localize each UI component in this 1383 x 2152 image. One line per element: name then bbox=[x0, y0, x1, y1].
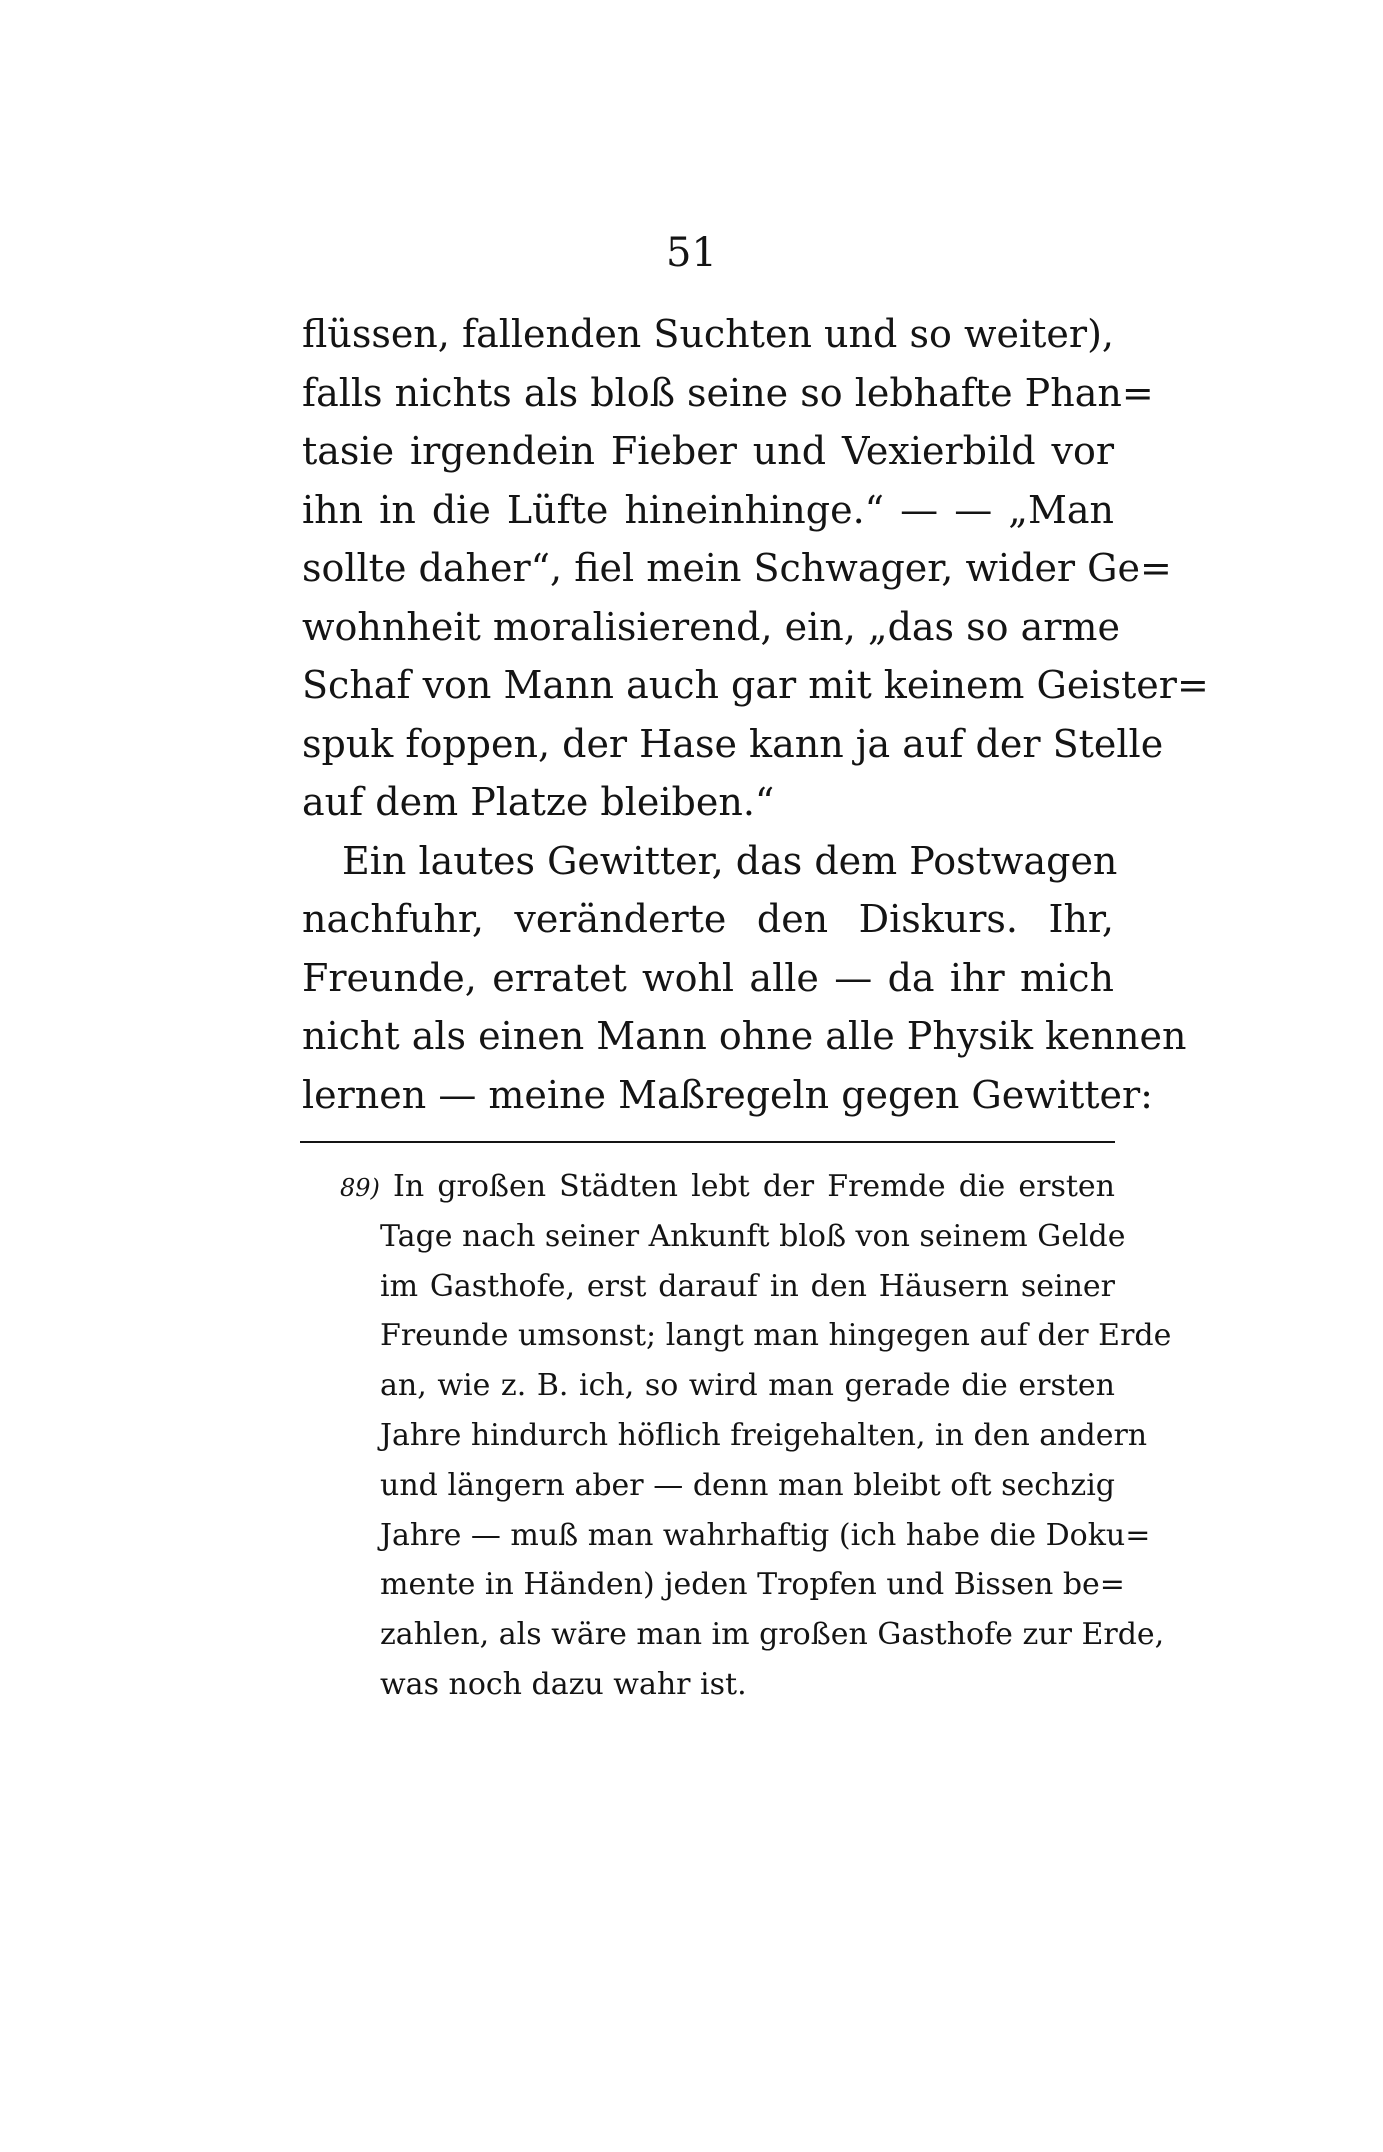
footnote-line: Freunde umsonst; langt man hingegen auf der Erde bbox=[380, 1318, 1172, 1354]
text-line: nicht als einen Mann ohne alle Physik kennen bbox=[302, 1014, 1187, 1058]
footnote-line: Jahre — muß man wahrhaftig (ich habe die Doku= bbox=[380, 1517, 1151, 1553]
text-line: flüssen, fallenden Suchten und so weiter), bbox=[302, 312, 1114, 356]
footnote-line: und längern aber — denn man bleibt oft sechzig bbox=[380, 1467, 1115, 1503]
text-line: Schaf von Mann auch gar mit keinem Geister= bbox=[302, 663, 1209, 707]
text-line: Freunde, erratet wohl alle — da ihr mich bbox=[302, 955, 1114, 1000]
footnote-line: was noch dazu wahr ist. bbox=[380, 1666, 747, 1702]
text-line: lernen — meine Maßregeln gegen Gewitter: bbox=[302, 1072, 1153, 1117]
footnote-line: an, wie z. B. ich, so wird man gerade die ersten bbox=[380, 1368, 1115, 1404]
text-line: ihn in die Lüfte hineinhinge.“ — — „Man bbox=[302, 487, 1114, 532]
footnote-line: Jahre hindurch höflich freigehalten, in den andern bbox=[380, 1417, 1148, 1453]
footnote-marker: 89) bbox=[340, 1174, 380, 1202]
text-line: wohnheit moralisierend, ein, „das so arme bbox=[302, 604, 1120, 649]
footnote-line: zahlen, als wäre man im großen Gasthofe zur Erde, bbox=[380, 1617, 1165, 1653]
text-line: falls nichts als bloß seine so lebhafte Phan= bbox=[302, 370, 1154, 415]
text-line: tasie irgendein Fieber und Vexierbild vor bbox=[302, 429, 1114, 473]
footnote-line bbox=[340, 1162, 1115, 1212]
footnote bbox=[340, 1162, 1172, 1710]
footnote-line: mente in Händen) jeden Tropfen und Bissen be= bbox=[380, 1567, 1125, 1603]
footnote-line: im Gasthofe, erst darauf in den Häusern seiner bbox=[380, 1268, 1115, 1304]
page-number: 51 bbox=[666, 230, 717, 276]
text-line: nachfuhr, veränderte den Diskurs. Ihr, bbox=[302, 897, 1114, 941]
text-line: sollte daher“, fiel mein Schwager, wider Ge= bbox=[302, 546, 1172, 590]
text-line: spuk foppen, der Hase kann ja auf der Stelle bbox=[302, 721, 1164, 766]
footnote-divider bbox=[300, 1141, 1115, 1143]
footnote-line: Tage nach seiner Ankunft bloß von seinem Gelde bbox=[380, 1218, 1126, 1254]
main-text bbox=[302, 305, 1209, 1124]
paragraph-start-line: Ein lautes Gewitter, das dem Postwagen bbox=[342, 838, 1118, 883]
footnote-line-text: In großen Städten lebt der Fremde die ersten bbox=[393, 1169, 1115, 1204]
text-line: auf dem Platze bleiben.“ bbox=[302, 780, 775, 824]
